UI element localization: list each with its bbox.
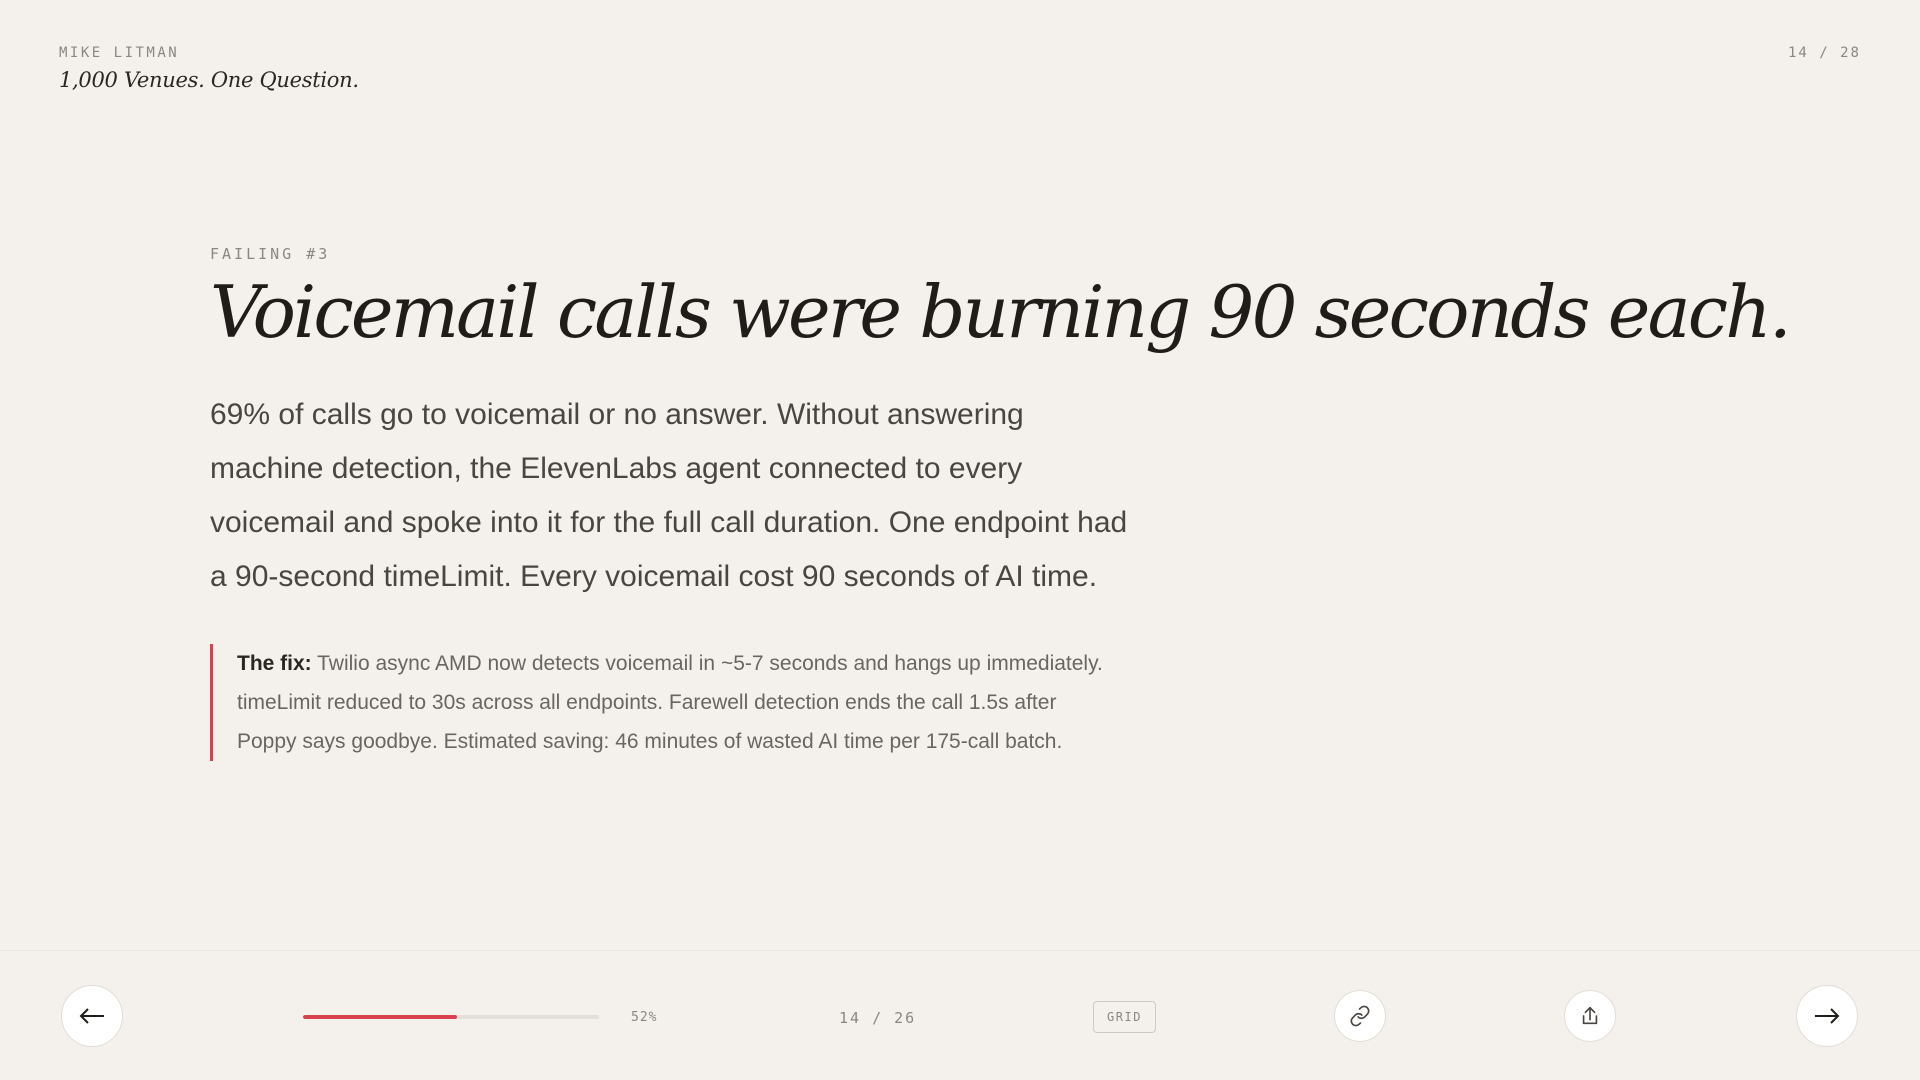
fix-callout bbox=[210, 644, 1117, 761]
copy-link-button[interactable] bbox=[1334, 990, 1386, 1042]
author-name: MIKE LITMAN bbox=[59, 45, 180, 61]
slide-lead-paragraph: 69% of calls go to voicemail or no answer. Without answering machine detection, the ElevenLabs agent connected to every voicemail and spoke into it for the full call duration. One endpoint had a 90-second timeLimit. Every voicemail cost 90 seconds of AI time. bbox=[210, 397, 1128, 593]
share-icon bbox=[1579, 1005, 1601, 1027]
deck-title: 1,000 Venues. One Question. bbox=[59, 68, 359, 92]
arrow-right-icon bbox=[1813, 1008, 1841, 1024]
arrow-left-icon bbox=[78, 1008, 106, 1024]
share-button[interactable] bbox=[1564, 990, 1616, 1042]
fix-text: Twilio async AMD now detects voicemail in ~5-7 seconds and hangs up immediately. timeLimit reduced to 30s across all endpoints. Farewell detection ends the call 1.5s after Poppy says goodbye. Estimated saving: 46 minutes of wasted AI time per 175-call batch. bbox=[237, 651, 1103, 753]
header-slide-counter: 14 / 28 bbox=[1787, 45, 1861, 61]
slide-content bbox=[210, 245, 1789, 761]
progress-bar bbox=[303, 1015, 599, 1019]
prev-slide-button[interactable] bbox=[61, 985, 123, 1047]
footer-slide-counter: 14 / 26 bbox=[839, 1009, 917, 1027]
grid-view-button[interactable]: GRID bbox=[1093, 1001, 1156, 1033]
next-slide-button[interactable] bbox=[1796, 985, 1858, 1047]
footer-divider bbox=[0, 950, 1920, 951]
link-icon bbox=[1349, 1005, 1371, 1027]
fix-label: The fix: bbox=[237, 651, 312, 675]
slide-kicker: FAILING #3 bbox=[210, 245, 331, 263]
progress-percent: 52% bbox=[631, 1010, 658, 1025]
slide-headline: Voicemail calls were burning 90 seconds each. bbox=[210, 270, 1789, 354]
progress-bar-fill bbox=[303, 1015, 457, 1019]
